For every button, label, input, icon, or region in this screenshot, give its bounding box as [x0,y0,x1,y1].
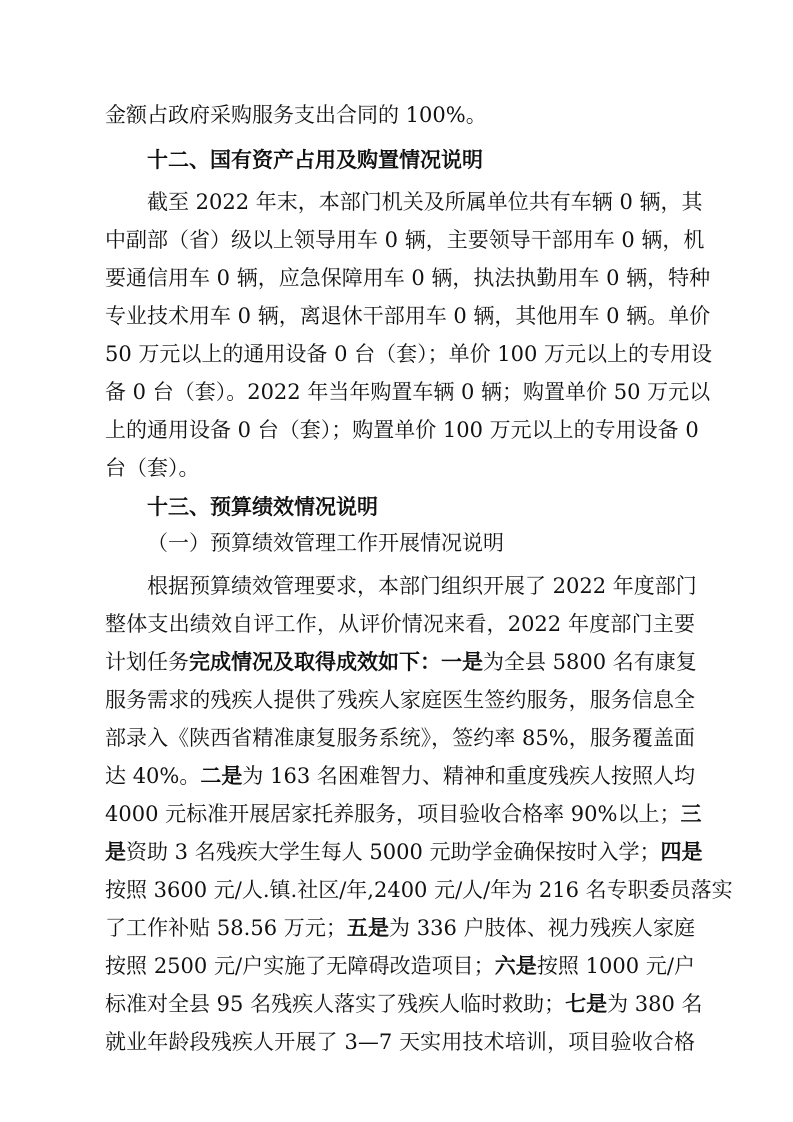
paragraph-line [105,642,695,682]
paragraph-line: 台（套）。 [105,456,200,480]
paragraph-line [105,794,702,834]
bold-text-run: 是 [105,840,126,864]
text-run: 达 40%。 [105,764,201,788]
subsection-heading: （一）预算绩效管理工作开展情况说明 [147,531,504,555]
bold-text-run: 四是 [660,840,703,864]
paragraph-line [105,946,695,986]
paragraph-line: 上的通用设备 0 台（套）；购置单价 100 万元以上的专用设备 0 [105,418,699,442]
paragraph-line: 部录入《陕西省精准康复服务系统》，签约率 85%，服务覆盖面 [105,726,695,750]
paragraph-line [105,832,703,872]
text-run: 了工作补贴 58.56 万元； [105,916,347,940]
section-heading-13: 十三、预算绩效情况说明 [147,495,378,519]
text-run: 按照 2500 元/户实施了无障碍改造项目； [105,954,495,978]
paragraph-line: 金额占政府采购服务支出合同的 100%。 [105,103,487,127]
text-run: 为 163 名困难智力、精神和重度残疾人按照人均 [242,764,695,788]
paragraph-line: 截至 2022 年末，本部门机关及所属单位共有车辆 0 辆，其 [147,190,703,214]
paragraph-line: 中副部（省）级以上领导用车 0 辆，主要领导干部用车 0 辆，机 [105,228,705,252]
paragraph-line: 根据预算绩效管理要求，本部门组织开展了 2022 年度部门 [147,574,697,598]
bold-text-run: 二是 [200,764,243,788]
text-run: 为 336 户肢体、视力残疾人家庭 [389,916,696,940]
bold-text-run: 五是 [346,916,390,940]
text-run: 为 380 名 [607,992,703,1016]
bold-text-run: 七是 [565,992,608,1016]
bold-text-run: 完成情况及取得成效如下：一是 [189,650,483,674]
paragraph-line: 50 万元以上的通用设备 0 台（套）；单价 100 万元以上的专用设 [105,342,713,366]
paragraph-line: 要通信用车 0 辆，应急保障用车 0 辆，执法执勤用车 0 辆，特种 [105,266,711,290]
text-run: 4000 元标准开展居家托养服务，项目验收合格率 90%以上； [105,802,681,826]
paragraph-line [105,756,695,796]
text-run: 为全县 5800 名有康复 [483,650,697,674]
text-run: 资助 3 名残疾大学生每人 5000 元助学金确保按时入学； [126,840,661,864]
paragraph-line [105,908,695,948]
bold-text-run: 三 [680,802,702,826]
text-run: 按照 1000 元/户 [536,954,696,978]
paragraph-line: 专业技术用车 0 辆，离退休干部用车 0 辆，其他用车 0 辆。单价 [105,304,711,328]
paragraph-line [105,984,703,1024]
paragraph-line: 就业年龄段残疾人开展了 3—7 天实用技术培训，项目验收合格 [105,1030,695,1054]
paragraph-line: 按照 3600 元/人.镇.社区/年,2400 元/人/年为 216 名专职委员落实 [105,878,733,902]
paragraph-line: 整体支出绩效自评工作，从评价情况来看，2022 年度部门主要 [105,612,695,636]
paragraph-line: 备 0 台（套）。2022 年当年购置车辆 0 辆；购置单价 50 万元以 [105,380,711,404]
bold-text-run: 六是 [494,954,537,978]
text-run: 标准对全县 95 名残疾人落实了残疾人临时救助； [105,992,566,1016]
text-run: 计划任务 [105,650,189,674]
section-heading-12: 十二、国有资产占用及购置情况说明 [147,148,483,172]
paragraph-line: 服务需求的残疾人提供了残疾人家庭医生签约服务，服务信息全 [105,688,695,712]
